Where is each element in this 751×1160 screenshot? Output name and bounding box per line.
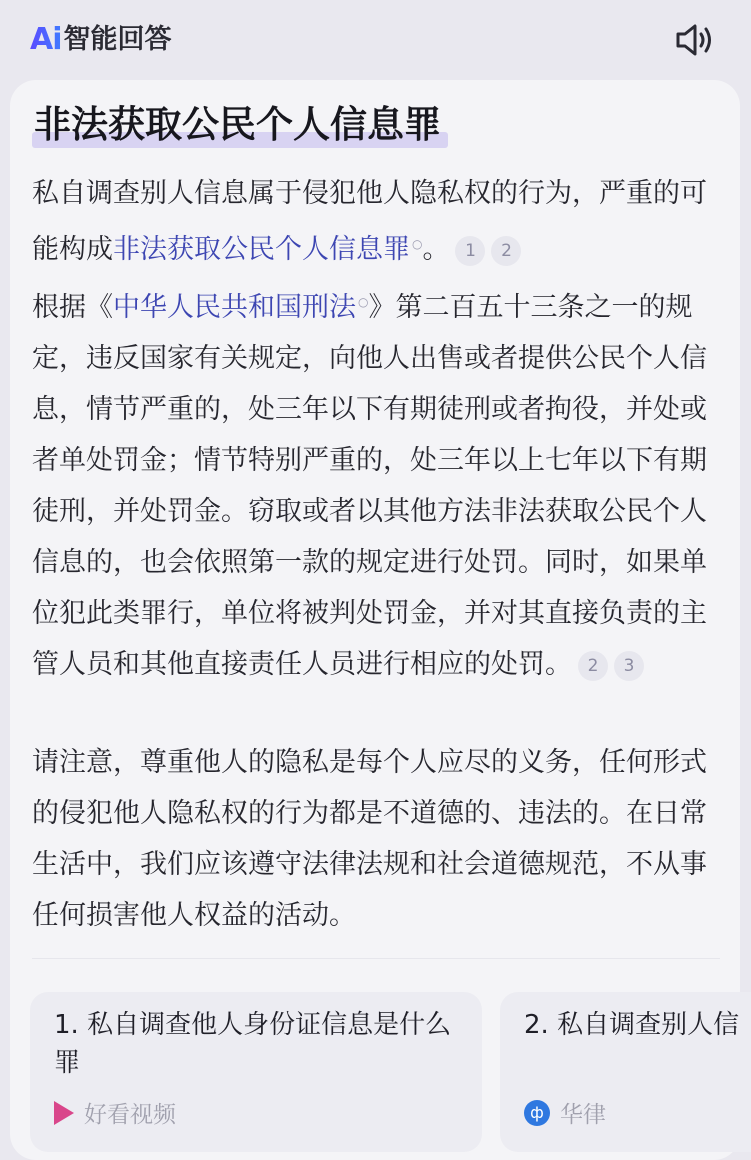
ai-logo-icon: Ai [30,22,62,57]
p2-text-before: 根据《 [32,292,113,323]
answer-title: 非法获取公民个人信息罪 [34,103,441,146]
related-source [524,1096,606,1129]
related-source-name: 好看视频 [84,1102,176,1128]
p1-text-after: 。 [422,234,450,265]
search-icon[interactable]: ○ [358,295,369,309]
related-question-card[interactable] [30,992,482,1152]
law-link[interactable]: 中华人民共和国刑法 [113,292,356,323]
speaker-icon[interactable] [672,20,716,60]
p1-text-before: 私自调查别人信息属于侵犯他人隐私权的行为，严重的可能构成 [32,178,707,265]
related-question-card[interactable] [500,992,751,1152]
citation-badge[interactable]: 3 [614,651,644,681]
citation-badge[interactable]: 1 [455,236,485,266]
p2-text-after: 》第二百五十三条之一的规定，违反国家有关规定，向他人出售或者提供公民个人信息，情节严重的，处三年以下有期徒刑或者拘役，并处或者单处罚金；情节特别严重的，处三年以上七年以下有期徒刑，并处罚金。窃取或者以其他方法非法获取公民个人信息的，也会依照第一款的规定进行处罚。同时，如果单位犯此类罪行，单位将被判处罚金，并对其直接负责的主管人员和其他直接责任人员进行相应的处罚。 [32,292,707,680]
answer-paragraph-2 [32,277,722,690]
header-title: 智能回答 [63,24,172,55]
divider [32,958,720,959]
hualv-icon: ф [524,1100,550,1126]
related-question-title[interactable]: 1. 私自调查他人身份证信息是什么罪 [54,1010,452,1078]
answer-paragraph-3: 请注意，尊重他人的隐私是每个人应尽的义务，任何形式的侵犯他人隐私权的行为都是不道德的、违法的。在日常生活中，我们应该遵守法律法规和社会道德规范，不从事任何损害他人权益的活动。 [32,747,707,931]
play-icon [54,1101,74,1125]
header [0,0,751,78]
citation-badge[interactable]: 2 [578,651,608,681]
related-question-title[interactable]: 2. 私自调查别人信 [524,1010,740,1040]
citation-badge[interactable]: 2 [491,236,521,266]
search-icon[interactable]: ○ [412,237,423,251]
related-source-name: 华律 [560,1102,606,1128]
answer-paragraph-1 [32,168,722,275]
ai-answer-logo [30,22,172,58]
related-source [54,1096,176,1129]
crime-link[interactable]: 非法获取公民个人信息罪 [113,234,410,265]
